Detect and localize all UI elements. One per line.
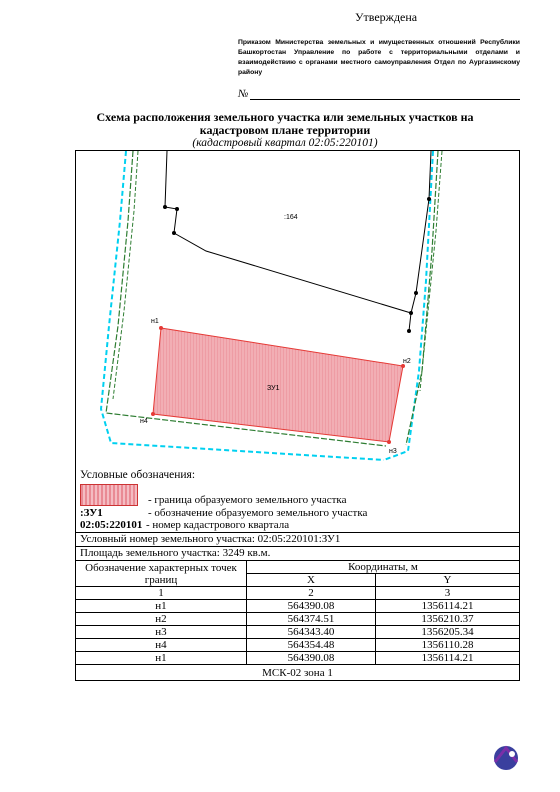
order-number-line [250, 99, 520, 100]
x-cell: 564374.51 [247, 613, 376, 626]
cadastral-map [76, 151, 519, 461]
table-col-number: 2 [247, 587, 376, 600]
table-header-coords: Координаты, м [247, 561, 520, 574]
y-cell: 1356114.21 [376, 652, 520, 665]
document-title: Схема расположения земельного участка или земельных участков на кадастровом плане территории [96, 110, 474, 137]
table-row [76, 600, 520, 613]
order-number-label: № [238, 88, 249, 100]
green-line-left-2 [113, 151, 138, 399]
legend-quarter-desc: - номер кадастрового квартала [146, 519, 290, 531]
table-row [76, 652, 520, 665]
x-cell: 564390.08 [247, 652, 376, 665]
table-row [76, 626, 520, 639]
neighbor-parcel-boundary [165, 151, 411, 331]
table-row [76, 613, 520, 626]
legend-boundary-desc: - граница образуемого земельного участка [148, 494, 347, 506]
parcel-area: Площадь земельного участка: 3249 кв.м. [80, 547, 271, 559]
parcel-legend-swatch [80, 484, 138, 506]
parcel-label: ЗУ1 [267, 385, 280, 392]
coordinates-table [75, 560, 520, 665]
legend-parcel-code-desc: - обозначение образуемого земельного участка [148, 507, 368, 519]
point-cell: н4 [76, 639, 247, 652]
point-cell: н2 [76, 613, 247, 626]
point-label-n4: н4 [140, 418, 148, 425]
table-col-number: 3 [376, 587, 520, 600]
y-cell: 1356114.21 [376, 600, 520, 613]
x-cell: 564343.40 [247, 626, 376, 639]
cadastral-quarter-subtitle: (кадастровый квартал 02:05:220101) [192, 137, 378, 149]
x-cell: 564390.08 [247, 600, 376, 613]
table-header-x: X [247, 574, 376, 587]
logo-icon [490, 742, 522, 774]
point-label-n3: н3 [389, 448, 397, 455]
approved-label: Утверждена [355, 10, 418, 24]
x-cell: 564354.48 [247, 639, 376, 652]
neighbor-parcel-label: :164 [284, 214, 298, 221]
point-cell: н3 [76, 626, 247, 639]
point-cell: н1 [76, 652, 247, 665]
y-cell: 1356110.28 [376, 639, 520, 652]
legend-parcel-code: :ЗУ1 [80, 507, 103, 519]
point-label-n1: н1 [151, 318, 159, 325]
y-cell: 1356205.34 [376, 626, 520, 639]
green-line-right [406, 151, 438, 445]
point-label-n2: н2 [403, 358, 411, 365]
legend-quarter-code: 02:05:220101 [80, 519, 143, 531]
legend-title: Условные обозначения: [80, 469, 196, 481]
table-header-points: Обозначение характерных точек границ [76, 561, 247, 587]
point-cell: н1 [76, 600, 247, 613]
order-text: Приказом Министерства земельных и имущественных отношений Республики Башкортостан Управление по работе с территориальными отделами и взаимодействию с органами местного самоуправления Отдел по Аургазинскому району [238, 39, 520, 76]
table-row [76, 639, 520, 652]
table-col-number: 1 [76, 587, 247, 600]
coordinate-system: МСК-02 зона 1 [262, 667, 333, 679]
table-header-y: Y [376, 574, 520, 587]
conditional-number: Условный номер земельного участка: 02:05:220101:ЗУ1 [80, 533, 341, 545]
y-cell: 1356210.37 [376, 613, 520, 626]
